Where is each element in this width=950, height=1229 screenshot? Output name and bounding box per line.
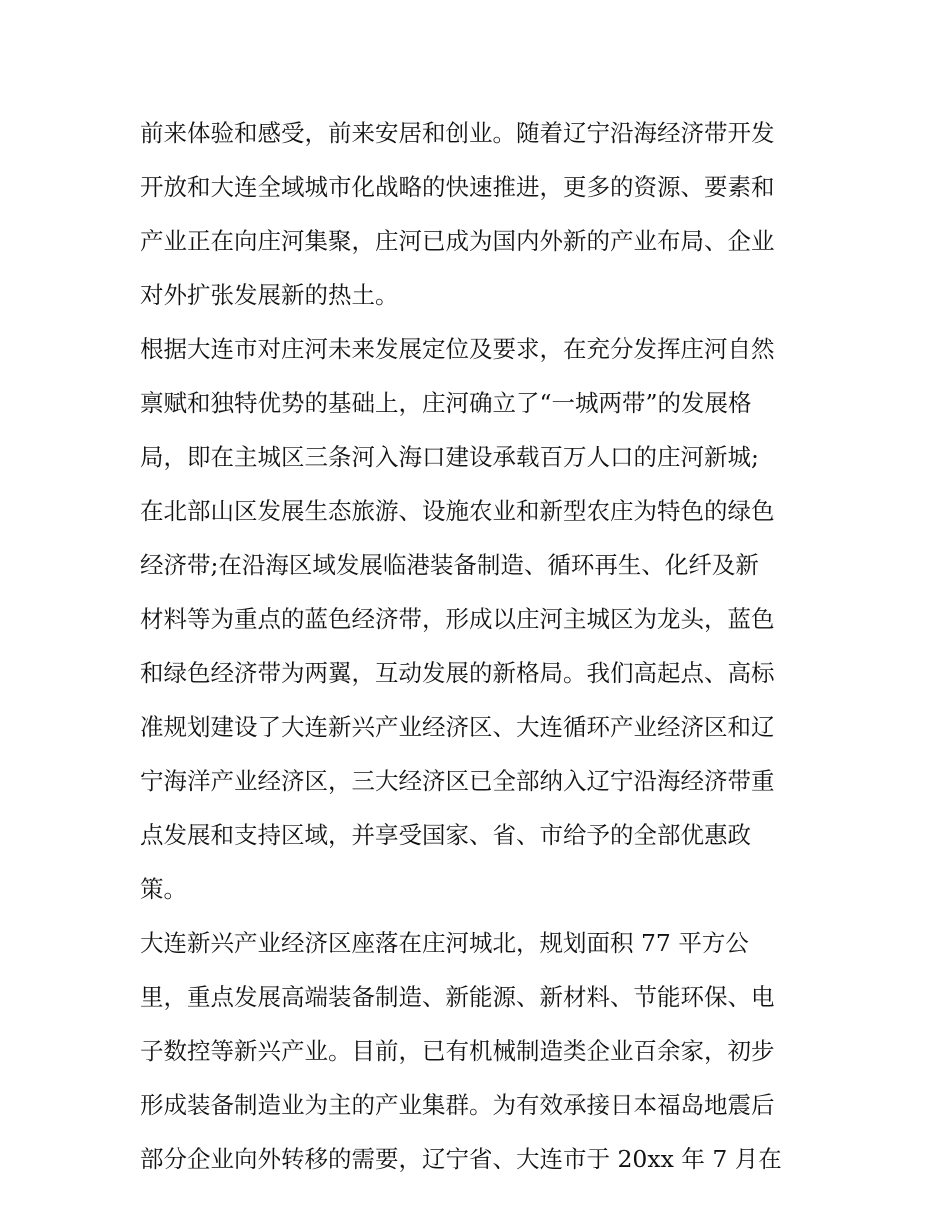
text-line: 策。 — [140, 875, 187, 903]
text-line: 禀赋和独特优势的基础上，庄河确立了“一城两带”的发展格 — [140, 389, 752, 417]
text-line: 局，即在主城区三条河入海口建设承载百万人口的庄河新城; — [140, 443, 759, 471]
text-line: 在北部山区发展生态旅游、设施农业和新型农庄为特色的绿色 — [140, 497, 775, 525]
text-line: 经济带;在沿海区域发展临港装备制造、循环再生、化纤及新 — [140, 551, 759, 579]
text-line: 材料等为重点的蓝色经济带，形成以庄河主城区为龙头，蓝色 — [140, 605, 775, 633]
text-line: 部分企业向外转移的需要，辽宁省、大连市于 20xx 年 7 月在 — [140, 1145, 782, 1173]
text-line: 点发展和支持区域，并享受国家、省、市给予的全部优惠政 — [140, 821, 751, 849]
body-text — [140, 106, 820, 1186]
text-line: 产业正在向庄河集聚，庄河已成为国内外新的产业布局、企业 — [140, 227, 775, 255]
text-line: 大连新兴产业经济区座落在庄河城北，规划面积 77 平方公 — [140, 929, 749, 957]
text-line: 对外扩张发展新的热土。 — [140, 281, 399, 309]
text-line: 宁海洋产业经济区，三大经济区已全部纳入辽宁沿海经济带重 — [140, 767, 775, 795]
text-line: 根据大连市对庄河未来发展定位及要求，在充分发挥庄河自然 — [140, 335, 775, 363]
text-line: 准规划建设了大连新兴产业经济区、大连循环产业经济区和辽 — [140, 713, 775, 741]
text-line: 和绿色经济带为两翼，互动发展的新格局。我们高起点、高标 — [140, 659, 775, 687]
text-line: 前来体验和感受，前来安居和创业。随着辽宁沿海经济带开发 — [140, 119, 775, 147]
text-line: 形成装备制造业为主的产业集群。为有效承接日本福岛地震后 — [140, 1091, 775, 1119]
text-line: 开放和大连全域城市化战略的快速推进，更多的资源、要素和 — [140, 173, 775, 201]
text-line: 子数控等新兴产业。目前，已有机械制造类企业百余家，初步 — [140, 1037, 775, 1065]
text-line: 里，重点发展高端装备制造、新能源、新材料、节能环保、电 — [140, 983, 775, 1011]
